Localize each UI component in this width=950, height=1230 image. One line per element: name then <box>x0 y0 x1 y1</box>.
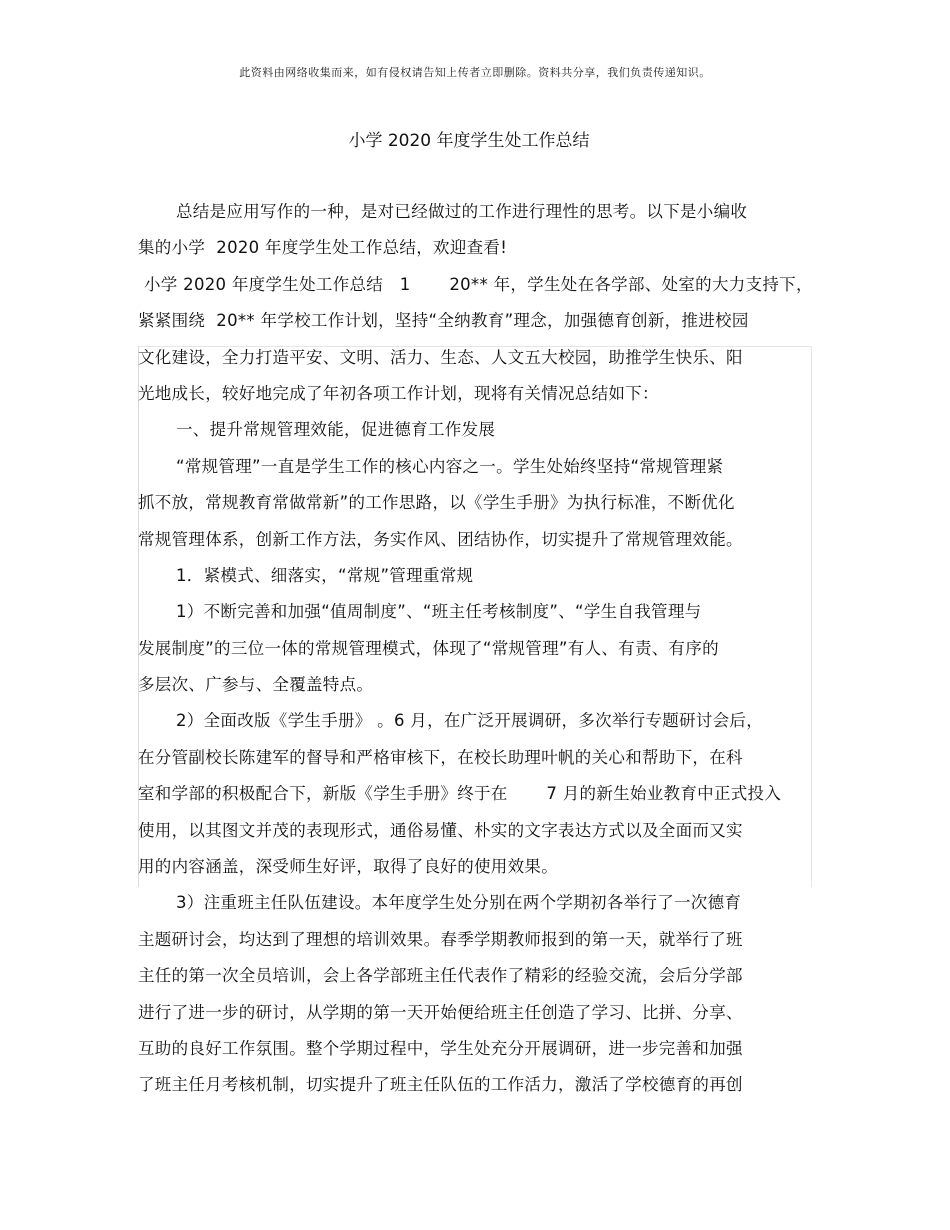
paragraph-line: 小学 2020 年度学生处工作总结 1 20** 年，学生处在各学部、处室的大力支持下， <box>144 274 813 294</box>
paragraph-line: 2）全面改版《学生手册》 。6 月，在广泛开展调研，多次举行专题研讨会后， <box>176 711 764 731</box>
paragraph-line: 集的小学 2020 年度学生处工作总结，欢迎查看! <box>138 238 508 258</box>
page-title: 小学 2020 年度学生处工作总结 <box>348 131 590 151</box>
paragraph-line: 室和学部的积极配合下，新版《学生手册》终于在 7 月的新生始业教育中正式投入 <box>138 784 782 804</box>
document-body <box>138 194 813 1104</box>
paragraph-line: 主题研讨会，均达到了理想的培训效果。春季学期教师报到的第一天，就举行了班 <box>138 929 743 949</box>
paragraph-line: 主任的第一次全员培训，会上各学部班主任代表作了精彩的经验交流，会后分学部 <box>138 966 743 986</box>
paragraph-line: 光地成长，较好地完成了年初各项工作计划，现将有关情况总结如下： <box>138 383 659 403</box>
paragraph-line: 发展制度”的三位一体的常规管理模式，体现了“常规管理”有人、有责、有序的 <box>138 638 719 658</box>
paragraph-line: 进行了进一步的研讨，从学期的第一天开始便给班主任创造了学习、比拼、分享、 <box>138 1002 743 1022</box>
paragraph-line: 文化建设，全力打造平安、文明、活力、生态、人文五大校园，助推学生快乐、阳 <box>138 347 743 367</box>
paragraph-line: 使用，以其图文并茂的表现形式，通俗易懂、朴实的文字表达方式以及全面而又实 <box>138 820 743 840</box>
paragraph-line: 3）注重班主任队伍建设。本年度学生处分别在两个学期初各举行了一次德育 <box>176 893 742 913</box>
paragraph-line: 紧紧围绕 20** 年学校工作计划，坚持“全纳教育”理念，加强德育创新，推进校园 <box>138 311 749 331</box>
disclaimer-header: 此资料由网络收集而来，如有侵权请告知上传者立即删除。资料共分享，我们负责传递知识。 <box>239 66 711 79</box>
paragraph-line: 用的内容涵盖，深受师生好评，取得了良好的使用效果。 <box>138 857 558 877</box>
paragraph-line: 常规管理体系，创新工作方法，务实作风、团结协作，切实提升了常规管理效能。 <box>138 529 743 549</box>
paragraph-line: 总结是应用写作的一种，是对已经做过的工作进行理性的思考。以下是小编收 <box>176 202 748 221</box>
paragraph-line: 了班主任月考核机制，切实提升了班主任队伍的工作活力，激活了学校德育的再创 <box>138 1075 743 1095</box>
paragraph-line: 抓不放，常规教育常做常新”的工作思路，以《学生手册》为执行标准，不断优化 <box>138 493 735 513</box>
paragraph-line: 互助的良好工作氛围。整个学期过程中，学生处充分开展调研，进一步完善和加强 <box>138 1038 743 1058</box>
paragraph-line: 多层次、广参与、全覆盖特点。 <box>138 675 374 695</box>
section-heading: 一、提升常规管理效能，促进德育工作发展 <box>176 420 496 440</box>
paragraph-line: 1）不断完善和加强“值周制度”、“班主任考核制度”、“学生自我管理与 <box>176 602 702 622</box>
subsection-heading: 1．紧模式、细落实，“常规”管理重常规 <box>176 565 474 585</box>
paragraph-line: 在分管副校长陈建军的督导和严格审核下，在校长助理叶帆的关心和帮助下，在科 <box>138 747 743 767</box>
paragraph-line: “常规管理”一直是学生工作的核心内容之一。学生处始终坚持“常规管理紧 <box>176 456 724 476</box>
